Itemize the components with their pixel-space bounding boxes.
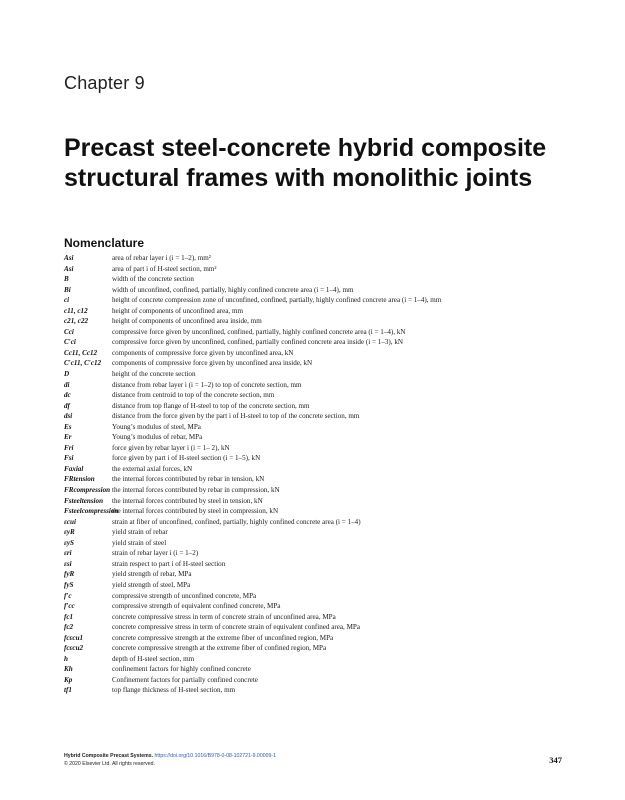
nomenclature-entry <box>64 285 574 296</box>
nomenclature-entry <box>64 675 574 686</box>
nomenclature-entry <box>64 464 574 475</box>
nomenclature-symbol: FRcompression <box>64 486 111 495</box>
nomenclature-definition: concrete compressive strength at the extreme fiber of unconfined region, MPa <box>112 633 334 642</box>
nomenclature-symbol: Faxial <box>64 464 84 473</box>
nomenclature-entry <box>64 664 574 675</box>
nomenclature-symbol: c11, c12 <box>64 306 88 315</box>
nomenclature-definition: distance from top flange of H-steel to top of the concrete section, mm <box>112 401 310 410</box>
nomenclature-symbol: ci <box>64 296 70 305</box>
page-footer <box>64 751 562 771</box>
nomenclature-entry <box>64 401 574 412</box>
nomenclature-entry <box>64 527 574 538</box>
nomenclature-entry <box>64 622 574 633</box>
nomenclature-symbol: Er <box>64 433 72 442</box>
nomenclature-entry <box>64 506 574 517</box>
nomenclature-entry <box>64 337 574 348</box>
nomenclature-definition: the internal forces contributed by steel in tension, kN <box>112 496 263 505</box>
nomenclature-symbol: C′c11, C′c12 <box>64 359 102 368</box>
nomenclature-entry <box>64 358 574 369</box>
nomenclature-entry <box>64 633 574 644</box>
page-number: 347 <box>549 755 562 765</box>
nomenclature-entry <box>64 306 574 317</box>
nomenclature-symbol: fcεcu1 <box>64 633 84 642</box>
doi-link[interactable]: https://doi.org/10.1016/B978-0-08-102721-9.00009-1 <box>154 753 276 759</box>
nomenclature-symbol: εsi <box>64 559 72 568</box>
nomenclature-definition: components of compressive force given by unconfined area, kN <box>112 348 294 357</box>
nomenclature-entry <box>64 264 574 275</box>
nomenclature-definition: height of concrete compression zone of unconfined, confined, partially, highly confined concrete area (i = 1–4), mm <box>112 296 442 305</box>
nomenclature-symbol: Asi <box>64 264 74 273</box>
nomenclature-symbol: Es <box>64 422 72 431</box>
nomenclature-entry <box>64 422 574 433</box>
nomenclature-definition: strain at fiber of unconfined, confined, partially, highly confined concrete area (i = 1–4) <box>112 517 361 526</box>
nomenclature-definition: the internal forces contributed by rebar in tension, kN <box>112 475 265 484</box>
nomenclature-entry <box>64 316 574 327</box>
chapter-label: Chapter 9 <box>64 73 145 93</box>
nomenclature-symbol: εyS <box>64 538 75 547</box>
nomenclature-symbol: Asi <box>64 254 74 262</box>
footer-book-title: Hybrid Composite Precast Systems. <box>64 753 154 759</box>
nomenclature-entry <box>64 295 574 306</box>
nomenclature-list <box>64 253 574 696</box>
nomenclature-definition: confinement factors for highly confined concrete <box>112 665 251 674</box>
nomenclature-definition: components of compressive force given by unconfined area inside, kN <box>112 359 313 368</box>
nomenclature-symbol: fc2 <box>64 623 74 632</box>
nomenclature-entry <box>64 548 574 559</box>
nomenclature-definition: yield strength of steel, MPa <box>112 580 191 589</box>
nomenclature-entry <box>64 390 574 401</box>
nomenclature-symbol: fc1 <box>64 612 74 621</box>
nomenclature-entry <box>64 601 574 612</box>
nomenclature-definition: force given by part i of H-steel section (i = 1–5), kN <box>112 454 261 463</box>
nomenclature-definition: area of part i of H-steel section, mm² <box>112 264 217 273</box>
nomenclature-symbol: εyR <box>64 528 75 537</box>
nomenclature-symbol: fyR <box>64 570 75 579</box>
nomenclature-entry <box>64 474 574 485</box>
nomenclature-symbol: Kh <box>64 665 73 674</box>
nomenclature-definition: compressive force given by unconfined, confined, partially confined concrete area inside (i = 1–3), kN <box>112 338 403 347</box>
nomenclature-entry <box>64 453 574 464</box>
nomenclature-entry <box>64 369 574 380</box>
nomenclature-definition: Young’s modulus of steel, MPa <box>112 422 201 431</box>
nomenclature-entry <box>64 348 574 359</box>
nomenclature-entry <box>64 380 574 391</box>
nomenclature-definition: strain of rebar layer i (i = 1–2) <box>112 549 199 558</box>
nomenclature-definition: concrete compressive stress in term of concrete strain of unconfined area, MPa <box>112 612 336 621</box>
nomenclature-entry <box>64 538 574 549</box>
nomenclature-definition: yield strain of rebar <box>112 528 168 537</box>
nomenclature-definition: width of the concrete section <box>112 275 194 284</box>
nomenclature-entry <box>64 591 574 602</box>
nomenclature-symbol: dc <box>64 391 71 400</box>
nomenclature-heading: Nomenclature <box>64 236 145 250</box>
footer-book-line <box>64 753 276 759</box>
nomenclature-entry <box>64 432 574 443</box>
nomenclature-definition: Confinement factors for partially confined concrete <box>112 675 258 684</box>
nomenclature-entry <box>64 569 574 580</box>
nomenclature-entry <box>64 496 574 507</box>
nomenclature-symbol: εcui <box>64 517 76 526</box>
nomenclature-symbol: di <box>64 380 70 389</box>
chapter-title: Precast steel-concrete hybrid composite structural frames with monolithic joints <box>64 134 547 192</box>
nomenclature-entry <box>64 253 574 264</box>
nomenclature-entry <box>64 643 574 654</box>
nomenclature-entry <box>64 443 574 454</box>
nomenclature-symbol: Bi <box>64 285 71 294</box>
nomenclature-symbol: fyS <box>64 580 74 589</box>
nomenclature-definition: distance from rebar layer i (i = 1–2) to top of concrete section, mm <box>112 380 302 389</box>
nomenclature-symbol: Fri <box>64 443 74 452</box>
nomenclature-symbol: fcεcu2 <box>64 644 84 653</box>
footer-copyright: © 2020 Elsevier Ltd. All rights reserved. <box>64 761 155 767</box>
nomenclature-entry <box>64 517 574 528</box>
nomenclature-symbol: Cci <box>64 327 74 336</box>
nomenclature-entry <box>64 685 574 696</box>
nomenclature-symbol: Fsteelcompression <box>64 507 119 516</box>
nomenclature-definition: force given by rebar layer i (i = 1– 2), kN <box>112 443 230 452</box>
nomenclature-entry <box>64 274 574 285</box>
nomenclature-symbol: εri <box>64 549 72 558</box>
nomenclature-definition: concrete compressive strength at the extreme fiber of confined region, MPa <box>112 644 327 653</box>
nomenclature-definition: the internal forces contributed by steel in compression, kN <box>112 507 279 516</box>
nomenclature-entry <box>64 580 574 591</box>
nomenclature-entry <box>64 612 574 623</box>
nomenclature-symbol: f′c <box>64 591 72 600</box>
nomenclature-symbol: f′cc <box>64 602 75 611</box>
nomenclature-symbol: FRtension <box>64 475 95 484</box>
nomenclature-definition: distance from the force given by the part i of H-steel to top of the concrete section, mm <box>112 412 360 421</box>
nomenclature-definition: height of components of unconfined area, mm <box>112 306 243 315</box>
nomenclature-definition: top flange thickness of H-steel section, mm <box>112 686 236 695</box>
nomenclature-definition: yield strength of rebar, MPa <box>112 570 192 579</box>
nomenclature-symbol: D <box>64 370 70 379</box>
nomenclature-symbol: c21, c22 <box>64 317 89 326</box>
nomenclature-definition: compressive force given by unconfined, confined, partially, highly confined concrete area (i = 1–4), kN <box>112 327 406 336</box>
nomenclature-definition: width of unconfined, confined, partially, highly confined concrete area (i = 1–4), mm <box>112 285 354 294</box>
nomenclature-symbol: tf1 <box>64 686 72 695</box>
nomenclature-definition: depth of H-steel section, mm <box>112 654 195 663</box>
nomenclature-entry <box>64 327 574 338</box>
nomenclature-symbol: Kp <box>64 675 73 684</box>
nomenclature-symbol: B <box>64 275 69 284</box>
nomenclature-definition: area of rebar layer i (i = 1–2), mm² <box>112 254 211 262</box>
nomenclature-entry <box>64 411 574 422</box>
nomenclature-definition: concrete compressive stress in term of concrete strain of equivalent confined area, MPa <box>112 623 360 632</box>
nomenclature-entry <box>64 485 574 496</box>
nomenclature-definition: compressive strength of unconfined concrete, MPa <box>112 591 257 600</box>
nomenclature-definition: yield strain of steel <box>112 538 167 547</box>
nomenclature-symbol: C′ci <box>64 338 76 347</box>
nomenclature-definition: compressive strength of equivalent confined concrete, MPa <box>112 602 281 611</box>
nomenclature-symbol: h <box>64 654 68 663</box>
nomenclature-entry <box>64 654 574 665</box>
nomenclature-definition: the external axial forces, kN <box>112 464 193 473</box>
nomenclature-symbol: dsi <box>64 412 73 421</box>
nomenclature-definition: strain respect to part i of H-steel section <box>112 559 226 568</box>
nomenclature-symbol: df <box>64 401 70 410</box>
nomenclature-definition: height of components of unconfined area inside, mm <box>112 317 262 326</box>
nomenclature-definition: height of the concrete section <box>112 370 196 379</box>
nomenclature-definition: Young’s modulus of rebar, MPa <box>112 433 203 442</box>
nomenclature-definition: distance from centroid to top of the concrete section, mm <box>112 391 275 400</box>
nomenclature-symbol: Cc11, Cc12 <box>64 348 98 357</box>
nomenclature-entry <box>64 559 574 570</box>
nomenclature-definition: the internal forces contributed by rebar in compression, kN <box>112 486 280 495</box>
nomenclature-symbol: Fsteeltension <box>64 496 104 505</box>
nomenclature-symbol: Fsi <box>64 454 74 463</box>
